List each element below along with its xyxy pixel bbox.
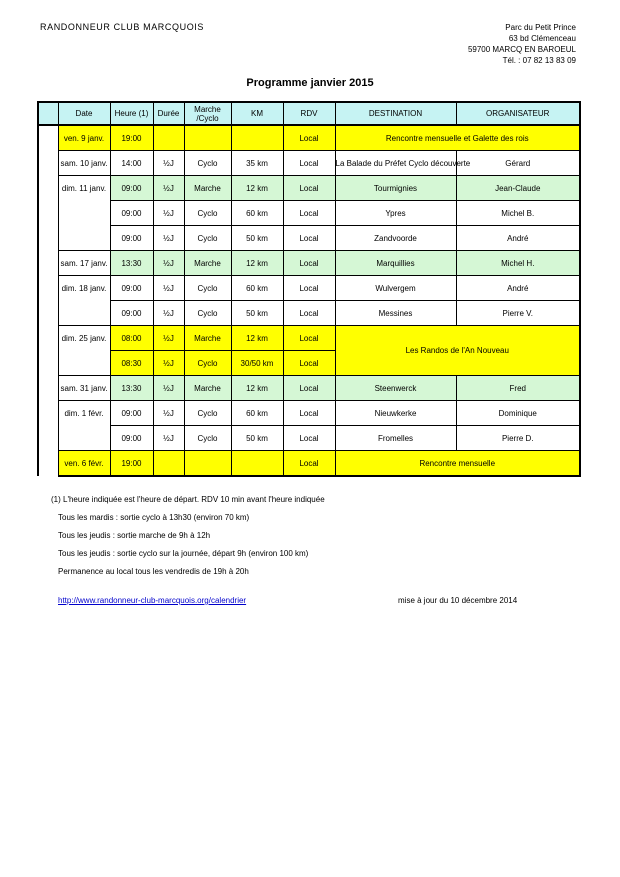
- table-row: [38, 125, 580, 151]
- cell-type: Cyclo: [184, 401, 231, 426]
- col-header-duree: Durée: [153, 102, 184, 125]
- cell-destination: Steenwerck: [335, 376, 456, 401]
- cell-heure: 09:00: [110, 276, 153, 301]
- cell-heure: 09:00: [110, 401, 153, 426]
- club-name: RANDONNEUR CLUB MARCQUOIS: [40, 22, 205, 32]
- cell-km: 60 km: [231, 201, 283, 226]
- cell-destination: La Balade du Préfet Cyclo découverte: [335, 151, 456, 176]
- cell-duree: ½J: [153, 301, 184, 326]
- page-title: Programme janvier 2015: [246, 77, 374, 89]
- cell-date: sam. 31 janv.: [58, 376, 110, 401]
- cell-duree: ½J: [153, 201, 184, 226]
- cell-km: 12 km: [231, 376, 283, 401]
- note-line: Tous les mardis : sortie cyclo à 13h30 (environ 70 km): [58, 513, 250, 522]
- table-row: [38, 376, 580, 401]
- header-gap-cell: [38, 102, 58, 125]
- cell-heure: 08:00: [110, 326, 153, 351]
- cell-event: Rencontre mensuelle et Galette des rois: [335, 125, 580, 151]
- cell-duree: ½J: [153, 176, 184, 201]
- cell-km: [231, 125, 283, 151]
- cell-organisateur: Pierre V.: [456, 301, 580, 326]
- program-table: [37, 101, 581, 477]
- cell-event: Les Randos de l'An Nouveau: [335, 326, 580, 376]
- cell-heure: 09:00: [110, 426, 153, 451]
- table-row: [38, 401, 580, 426]
- update-date: mise à jour du 10 décembre 2014: [398, 596, 518, 605]
- cell-rdv: Local: [283, 326, 335, 351]
- cell-date: ven. 6 févr.: [58, 451, 110, 477]
- cell-organisateur: André: [456, 226, 580, 251]
- cell-heure: 19:00: [110, 451, 153, 477]
- col-header-km: KM: [231, 102, 283, 125]
- cell-duree: ½J: [153, 351, 184, 376]
- cell-duree: ½J: [153, 276, 184, 301]
- table-header-row: [38, 102, 580, 125]
- cell-duree: [153, 125, 184, 151]
- cell-heure: 09:00: [110, 301, 153, 326]
- cell-rdv: Local: [283, 401, 335, 426]
- cell-date: [58, 226, 110, 251]
- cell-date: [58, 351, 110, 376]
- cell-type: [184, 451, 231, 477]
- cell-rdv: Local: [283, 226, 335, 251]
- cell-heure: 08:30: [110, 351, 153, 376]
- cell-organisateur: Dominique: [456, 401, 580, 426]
- col-header-type: Marche /Cyclo: [184, 102, 231, 125]
- cell-rdv: Local: [283, 276, 335, 301]
- cell-duree: ½J: [153, 426, 184, 451]
- calendar-link[interactable]: http://www.randonneur-club-marcquois.org/calendrier: [58, 596, 247, 605]
- cell-type: Cyclo: [184, 201, 231, 226]
- cell-rdv: Local: [283, 451, 335, 477]
- cell-date: sam. 10 janv.: [58, 151, 110, 176]
- cell-heure: 19:00: [110, 125, 153, 151]
- cell-rdv: Local: [283, 251, 335, 276]
- cell-destination: Marquillies: [335, 251, 456, 276]
- cell-duree: ½J: [153, 226, 184, 251]
- table-row: [38, 201, 580, 226]
- cell-duree: [153, 451, 184, 477]
- col-header-date: Date: [58, 102, 110, 125]
- cell-destination: Fromelles: [335, 426, 456, 451]
- cell-rdv: Local: [283, 176, 335, 201]
- notes-section: [51, 494, 332, 584]
- cell-heure: 13:30: [110, 376, 153, 401]
- cell-type: Cyclo: [184, 151, 231, 176]
- cell-destination: Tourmignies: [335, 176, 456, 201]
- table-row: [38, 451, 580, 477]
- cell-date: [58, 301, 110, 326]
- cell-rdv: Local: [283, 351, 335, 376]
- cell-km: 12 km: [231, 251, 283, 276]
- cell-organisateur: Pierre D.: [456, 426, 580, 451]
- cell-organisateur: Michel B.: [456, 201, 580, 226]
- table-row: [38, 326, 580, 351]
- cell-type: Marche: [184, 251, 231, 276]
- cell-type: Cyclo: [184, 351, 231, 376]
- cell-organisateur: Fred: [456, 376, 580, 401]
- cell-type: Cyclo: [184, 301, 231, 326]
- cell-destination: Ypres: [335, 201, 456, 226]
- col-header-heure: Heure (1): [110, 102, 153, 125]
- col-header-destination: DESTINATION: [335, 102, 456, 125]
- cell-organisateur: André: [456, 276, 580, 301]
- cell-rdv: Local: [283, 301, 335, 326]
- cell-type: Cyclo: [184, 276, 231, 301]
- cell-type: Marche: [184, 326, 231, 351]
- note-line: Tous les jeudis : sortie cyclo sur la journée, départ 9h (environ 100 km): [58, 549, 309, 558]
- cell-type: Marche: [184, 176, 231, 201]
- cell-date: [58, 201, 110, 226]
- cell-duree: ½J: [153, 151, 184, 176]
- cell-date: [58, 426, 110, 451]
- cell-rdv: Local: [283, 201, 335, 226]
- table-row: [38, 226, 580, 251]
- cell-km: 50 km: [231, 301, 283, 326]
- note-line: Permanence au local tous les vendredis de 19h à 20h: [58, 567, 249, 576]
- cell-destination: Messines: [335, 301, 456, 326]
- cell-km: 12 km: [231, 176, 283, 201]
- cell-organisateur: Michel H.: [456, 251, 580, 276]
- cell-type: Cyclo: [184, 426, 231, 451]
- cell-destination: Zandvoorde: [335, 226, 456, 251]
- cell-destination: Wulvergem: [335, 276, 456, 301]
- cell-date: dim. 11 janv.: [58, 176, 110, 201]
- cell-rdv: Local: [283, 151, 335, 176]
- address-line: Parc du Petit Prince: [505, 23, 576, 32]
- cell-type: Marche: [184, 376, 231, 401]
- cell-rdv: Local: [283, 426, 335, 451]
- cell-event: Rencontre mensuelle: [335, 451, 580, 477]
- cell-rdv: Local: [283, 376, 335, 401]
- cell-heure: 09:00: [110, 176, 153, 201]
- cell-heure: 13:30: [110, 251, 153, 276]
- cell-organisateur: Jean-Claude: [456, 176, 580, 201]
- cell-km: 60 km: [231, 401, 283, 426]
- address-line: 59700 MARCQ EN BAROEUL: [467, 45, 576, 54]
- cell-km: 35 km: [231, 151, 283, 176]
- cell-km: 50 km: [231, 426, 283, 451]
- table-row: [38, 301, 580, 326]
- cell-km: 30/50 km: [231, 351, 283, 376]
- address-phone: Tél. : 07 82 13 83 09: [502, 56, 576, 65]
- col-header-rdv: RDV: [283, 102, 335, 125]
- cell-duree: ½J: [153, 251, 184, 276]
- table-row: [38, 151, 580, 176]
- cell-duree: ½J: [153, 376, 184, 401]
- cell-destination: Nieuwkerke: [335, 401, 456, 426]
- cell-km: 50 km: [231, 226, 283, 251]
- row-gap-cell: [38, 125, 58, 476]
- table-row: [38, 276, 580, 301]
- cell-type: [184, 125, 231, 151]
- cell-km: 12 km: [231, 326, 283, 351]
- table-row: [38, 251, 580, 276]
- cell-type: Cyclo: [184, 226, 231, 251]
- cell-date: ven. 9 janv.: [58, 125, 110, 151]
- cell-date: sam. 17 janv.: [58, 251, 110, 276]
- cell-organisateur: Gérard: [456, 151, 580, 176]
- cell-heure: 09:00: [110, 201, 153, 226]
- cell-heure: 14:00: [110, 151, 153, 176]
- cell-km: [231, 451, 283, 477]
- cell-duree: ½J: [153, 401, 184, 426]
- club-address: [468, 22, 576, 66]
- note-line: Tous les jeudis : sortie marche de 9h à 12h: [58, 531, 211, 540]
- cell-date: dim. 18 janv.: [58, 276, 110, 301]
- table-row: [38, 176, 580, 201]
- cell-date: dim. 1 févr.: [58, 401, 110, 426]
- note-footnote: (1) L'heure indiquée est l'heure de départ. RDV 10 min avant l'heure indiquée: [51, 495, 325, 504]
- address-line: 63 bd Clémenceau: [508, 34, 576, 43]
- cell-date: dim. 25 janv.: [58, 326, 110, 351]
- cell-km: 60 km: [231, 276, 283, 301]
- col-header-organisateur: ORGANISATEUR: [456, 102, 580, 125]
- cell-duree: ½J: [153, 326, 184, 351]
- cell-rdv: Local: [283, 125, 335, 151]
- cell-heure: 09:00: [110, 226, 153, 251]
- table-row: [38, 426, 580, 451]
